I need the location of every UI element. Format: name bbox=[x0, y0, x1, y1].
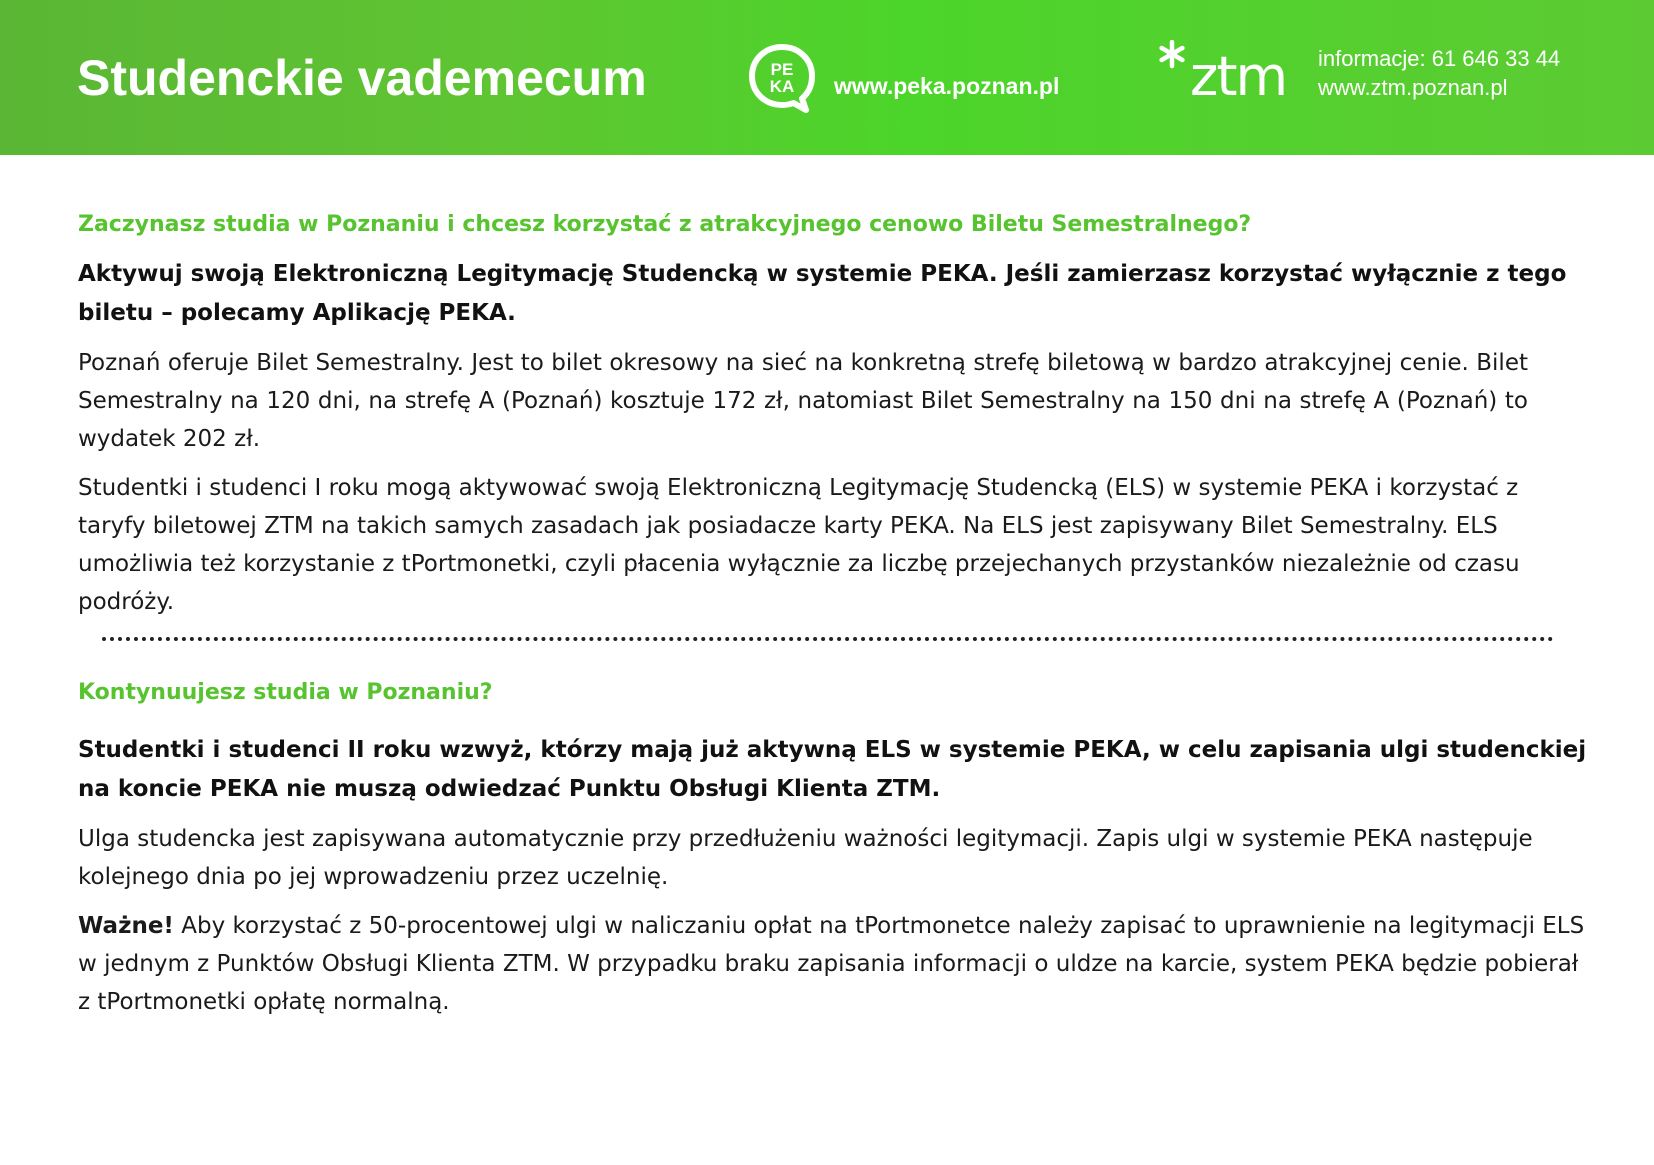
ztm-logo-icon bbox=[1158, 40, 1296, 102]
ztm-website-link[interactable]: www.ztm.poznan.pl bbox=[1318, 75, 1508, 100]
peka-website-link[interactable]: www.peka.poznan.pl bbox=[834, 73, 1060, 99]
banner-title: Studenckie vademecum bbox=[77, 50, 647, 106]
section1-lead: Aktywuj swoją Elektroniczną Legitymację Studencką w systemie PEKA. Jeśli zamierzasz korzystać wyłącznie z tego biletu – polecamy Aplikację PEKA. bbox=[78, 261, 1567, 326]
main-content bbox=[78, 205, 1588, 1021]
header-banner bbox=[0, 0, 1654, 155]
section1-paragraph-ticket: Poznań oferuje Bilet Semestralny. Jest to bilet okresowy na sieć na konkretną strefę biletową w bardzo atrakcyjnej cenie. Bilet Semestralny na 120 dni, na strefę A (Poznań) kosztuje 172 zł, natomiast Bilet Semestralny na 150 dni na strefę A (Poznań) to wydatek 202 zł. bbox=[78, 350, 1528, 452]
peka-logo-text-top: PE bbox=[770, 60, 794, 79]
section1-paragraph-els: Studentki i studenci I roku mogą aktywować swoją Elektroniczną Legitymację Studencką (ELS) w systemie PEKA i korzystać z taryfy biletowej ZTM na takich samych zasadach jak posiadacze karty PEKA. Na ELS jest zapisywany Bilet Semestralny. ELS umożliwia też korzystanie z tPortmonetki, czyli płacenia wyłącznie za liczbę przejechanych przystanków niezależnie od czasu podróży. bbox=[78, 475, 1520, 615]
dotted-divider bbox=[102, 637, 1554, 641]
section2-heading: Kontynuujesz studia w Poznaniu? bbox=[78, 680, 493, 705]
section2-paragraph-discount: Ulga studencka jest zapisywana automatycznie przy przedłużeniu ważności legitymacji. Zapis ulgi w systemie PEKA następuje kolejnego dnia po jej wprowadzeniu przez uczelnię. bbox=[78, 826, 1533, 890]
important-label: Ważne! bbox=[78, 913, 174, 939]
section-new-students bbox=[78, 205, 1588, 621]
peka-logo-icon bbox=[746, 42, 818, 114]
ztm-phone: informacje: 61 646 33 44 bbox=[1318, 46, 1561, 71]
ztm-contact-block bbox=[1318, 44, 1560, 102]
section2-paragraph-important bbox=[78, 907, 1588, 1021]
asterisk-icon bbox=[1162, 42, 1183, 66]
peka-logo-text-bottom: KA bbox=[769, 77, 795, 96]
section1-heading: Zaczynasz studia w Poznaniu i chcesz korzystać z atrakcyjnego cenowo Biletu Semestralnego? bbox=[78, 212, 1252, 237]
section-continuing-students bbox=[78, 673, 1588, 1021]
ztm-logo-text: ztm bbox=[1190, 45, 1287, 102]
important-text: Aby korzystać z 50-procentowej ulgi w naliczaniu opłat na tPortmonetce należy zapisać to uprawnienie na legitymacji ELS w jednym z Punktów Obsługi Klienta ZTM. W przypadku braku zapisania informacji o uldze na karcie, system PEKA będzie pobierał z tPortmonetki opłatę normalną. bbox=[78, 913, 1585, 1015]
section2-lead: Studentki i studenci II roku wzwyż, którzy mają już aktywną ELS w systemie PEKA, w celu zapisania ulgi studenckiej na koncie PEKA nie muszą odwiedzać Punktu Obsługi Klienta ZTM. bbox=[78, 737, 1587, 802]
